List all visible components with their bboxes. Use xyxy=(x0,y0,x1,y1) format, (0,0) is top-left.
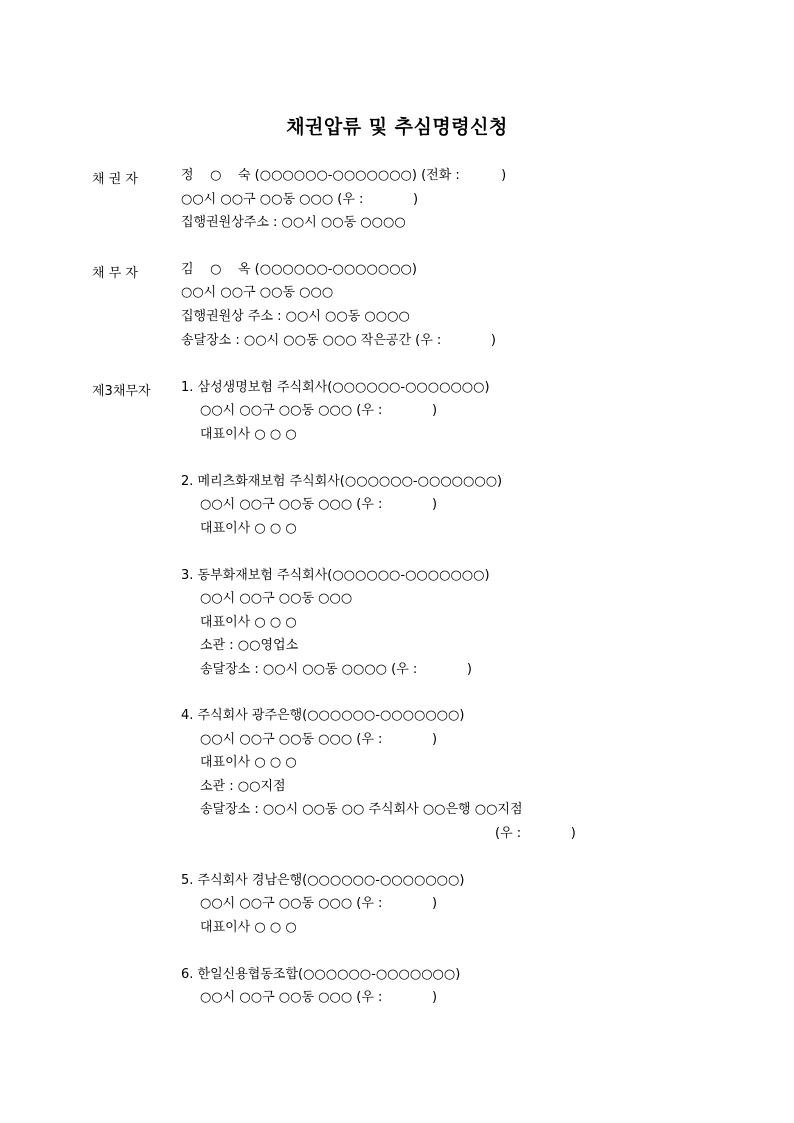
third-debtor-2-head: 2. 메리츠화재보험 주식회사(○○○○○○-○○○○○○○) xyxy=(181,474,503,489)
third-debtor-4-rep: 대표이사 ○ ○ ○ xyxy=(200,755,297,770)
debtor-service-address: 송달장소 : ○○시 ○○동 ○○○ 작은공간 (우 : ) xyxy=(181,333,496,348)
third-debtor-4-address: ○○시 ○○구 ○○동 ○○○ (우 : ) xyxy=(200,732,438,747)
third-debtor-5-head: 5. 주식회사 경남은행(○○○○○○-○○○○○○○) xyxy=(181,873,465,888)
third-debtor-3-office: 소관 : ○○영업소 xyxy=(200,638,299,653)
debtor-label: 채 무 자 xyxy=(92,266,138,281)
third-debtor-2-rep: 대표이사 ○ ○ ○ xyxy=(200,521,297,536)
third-debtor-6-address: ○○시 ○○구 ○○동 ○○○ (우 : ) xyxy=(200,990,438,1005)
third-debtor-3-service: 송달장소 : ○○시 ○○동 ○○○○ (우 : ) xyxy=(200,662,472,677)
third-debtor-3-head: 3. 동부화재보험 주식회사(○○○○○○-○○○○○○○) xyxy=(181,568,490,583)
third-debtor-4-office: 소관 : ○○지점 xyxy=(200,779,286,794)
document-title: 채권압류 및 추심명령신청 xyxy=(286,116,508,138)
third-debtor-5-address: ○○시 ○○구 ○○동 ○○○ (우 : ) xyxy=(200,896,438,911)
third-debtor-2-address: ○○시 ○○구 ○○동 ○○○ (우 : ) xyxy=(200,497,438,512)
third-debtor-4-service: 송달장소 : ○○시 ○○동 ○○ 주식회사 ○○은행 ○○지점 xyxy=(200,802,523,817)
creditor-line: 정 ○ 숙 (○○○○○○-○○○○○○○) (전화 : ) xyxy=(181,168,507,183)
third-debtor-4-head: 4. 주식회사 광주은행(○○○○○○-○○○○○○○) xyxy=(181,708,465,723)
third-debtor-6-head: 6. 한일신용협동조합(○○○○○○-○○○○○○○) xyxy=(181,967,461,982)
third-debtor-1-head: 1. 삼성생명보험 주식회사(○○○○○○-○○○○○○○) xyxy=(181,380,490,395)
third-debtor-4-post: (우 : ) xyxy=(495,826,576,841)
debtor-title-address: 집행권원상 주소 : ○○시 ○○동 ○○○○ xyxy=(181,309,410,324)
third-debtor-label: 제3채무자 xyxy=(92,384,151,399)
creditor-label: 채 권 자 xyxy=(92,172,138,187)
debtor-address: ○○시 ○○구 ○○동 ○○○ xyxy=(181,285,334,300)
third-debtor-1-rep: 대표이사 ○ ○ ○ xyxy=(200,427,297,442)
debtor-line: 김 ○ 옥 (○○○○○○-○○○○○○○) xyxy=(181,262,417,277)
creditor-address: ○○시 ○○구 ○○동 ○○○ (우 : ) xyxy=(181,192,419,207)
creditor-title-address: 집행권원상주소 : ○○시 ○○동 ○○○○ xyxy=(181,215,406,230)
third-debtor-3-rep: 대표이사 ○ ○ ○ xyxy=(200,615,297,630)
third-debtor-3-address: ○○시 ○○구 ○○동 ○○○ xyxy=(200,591,353,606)
third-debtor-5-rep: 대표이사 ○ ○ ○ xyxy=(200,920,297,935)
third-debtor-1-address: ○○시 ○○구 ○○동 ○○○ (우 : ) xyxy=(200,403,438,418)
